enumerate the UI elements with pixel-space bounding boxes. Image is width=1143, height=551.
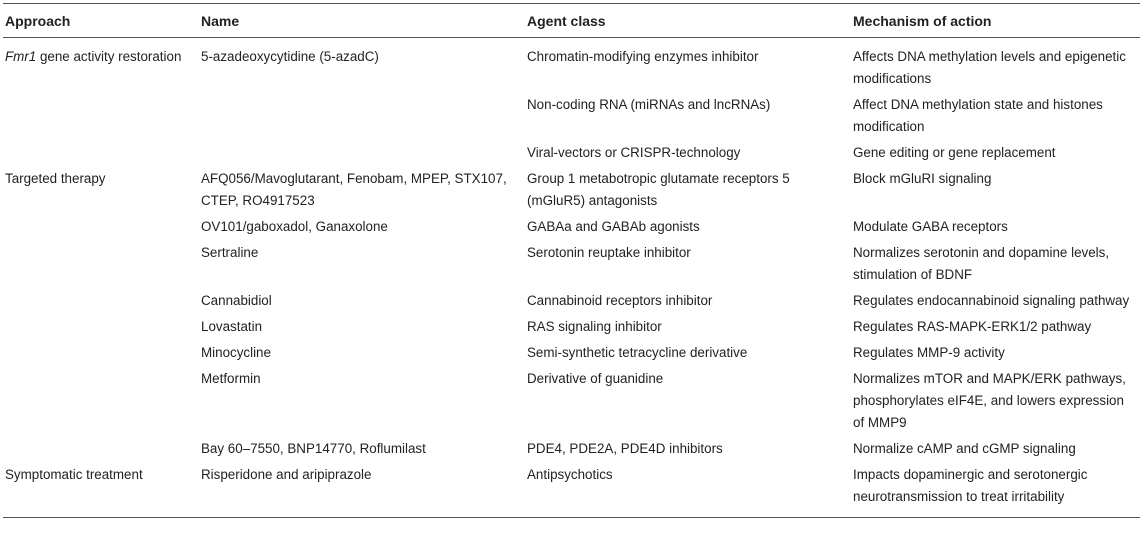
table-row — [3, 341, 1140, 367]
approach-gene-italic: Fmr1 — [5, 49, 37, 64]
cell-mechanism: Block mGluRI signaling — [853, 171, 992, 186]
cell-approach — [3, 289, 199, 315]
table-body — [3, 38, 1140, 518]
cell-agent-class: Derivative of guanidine — [527, 371, 664, 386]
cell-mechanism: Gene editing or gene replacement — [853, 145, 1056, 160]
table-row — [3, 367, 1140, 437]
table-row — [3, 141, 1140, 167]
header-agent-class: Agent class — [525, 4, 851, 38]
cell-name: Risperidone and aripiprazole — [199, 463, 525, 518]
cell-approach — [3, 437, 199, 463]
cell-agent-class: Chromatin-modifying enzymes inhibitor — [527, 49, 759, 64]
table-row — [3, 93, 1140, 141]
cell-approach: Targeted therapy — [5, 171, 106, 186]
table-row — [3, 38, 1140, 94]
cell-mechanism: Regulates endocannabinoid signaling pathway — [853, 293, 1130, 308]
cell-name: AFQ056/Mavoglutarant, Fenobam, MPEP, STX107, CTEP, RO4917523 — [201, 171, 507, 208]
cell-name: 5-azadeoxycytidine (5-azadC) — [201, 49, 379, 64]
table-header — [3, 4, 1140, 38]
cell-mechanism: Normalize cAMP and cGMP signaling — [853, 441, 1076, 456]
cell-mechanism: Affects DNA methylation levels and epigenetic modifications — [853, 49, 1126, 86]
cell-agent-class: Antipsychotics — [525, 463, 851, 518]
cell-agent-class: Semi-synthetic tetracycline derivative — [527, 345, 748, 360]
cell-agent-class: GABAa and GABAb agonists — [527, 219, 700, 234]
cell-name: OV101/gaboxadol, Ganaxolone — [201, 219, 388, 234]
table-row — [3, 289, 1140, 315]
cell-approach — [3, 38, 199, 94]
cell-mechanism: Regulates MMP-9 activity — [853, 345, 1005, 360]
cell-approach — [3, 215, 199, 241]
cell-approach — [3, 241, 199, 289]
table-row — [3, 315, 1140, 341]
cell-name: Sertraline — [201, 245, 259, 260]
cell-name — [199, 93, 525, 141]
cell-name — [199, 141, 525, 167]
cell-agent-class: Cannabinoid receptors inhibitor — [527, 293, 713, 308]
cell-agent-class: Viral-vectors or CRISPR-technology — [527, 145, 741, 160]
cell-approach — [3, 93, 199, 141]
cell-mechanism: Regulates RAS-MAPK-ERK1/2 pathway — [853, 319, 1092, 334]
cell-agent-class: Serotonin reuptake inhibitor — [527, 245, 691, 260]
table-row — [3, 167, 1140, 215]
approach-text: gene activity restoration — [36, 49, 182, 64]
cell-approach: Symptomatic treatment — [3, 463, 199, 518]
cell-mechanism: Modulate GABA receptors — [853, 219, 1008, 234]
header-approach: Approach — [3, 4, 199, 38]
therapy-table — [3, 3, 1140, 518]
cell-agent-class: Group 1 metabotropic glutamate receptors 5 (mGluR5) antagonists — [527, 171, 790, 208]
table-row — [3, 463, 1140, 518]
table-row — [3, 241, 1140, 289]
header-name: Name — [199, 4, 525, 38]
table-row — [3, 215, 1140, 241]
cell-mechanism: Impacts dopaminergic and serotonergic neurotransmission to treat irritability — [851, 463, 1140, 518]
cell-approach — [3, 341, 199, 367]
cell-mechanism: Normalizes serotonin and dopamine levels, stimulation of BDNF — [853, 245, 1110, 282]
cell-name: Minocycline — [201, 345, 271, 360]
cell-mechanism: Normalizes mTOR and MAPK/ERK pathways, phosphorylates eIF4E, and lowers expression of MMP9 — [853, 371, 1126, 430]
cell-name: Lovastatin — [201, 319, 263, 334]
cell-approach — [3, 141, 199, 167]
header-row — [3, 4, 1140, 38]
cell-approach — [3, 367, 199, 437]
cell-name: Bay 60–7550, BNP14770, Roflumilast — [201, 441, 426, 456]
cell-agent-class: PDE4, PDE2A, PDE4D inhibitors — [527, 441, 723, 456]
cell-agent-class: RAS signaling inhibitor — [527, 319, 662, 334]
cell-mechanism: Affect DNA methylation state and histones modification — [853, 97, 1103, 134]
cell-name: Cannabidiol — [201, 293, 272, 308]
cell-agent-class: Non-coding RNA (miRNAs and lncRNAs) — [527, 97, 771, 112]
cell-approach — [3, 315, 199, 341]
table-row — [3, 437, 1140, 463]
header-mechanism: Mechanism of action — [851, 4, 1140, 38]
cell-name: Metformin — [201, 371, 261, 386]
